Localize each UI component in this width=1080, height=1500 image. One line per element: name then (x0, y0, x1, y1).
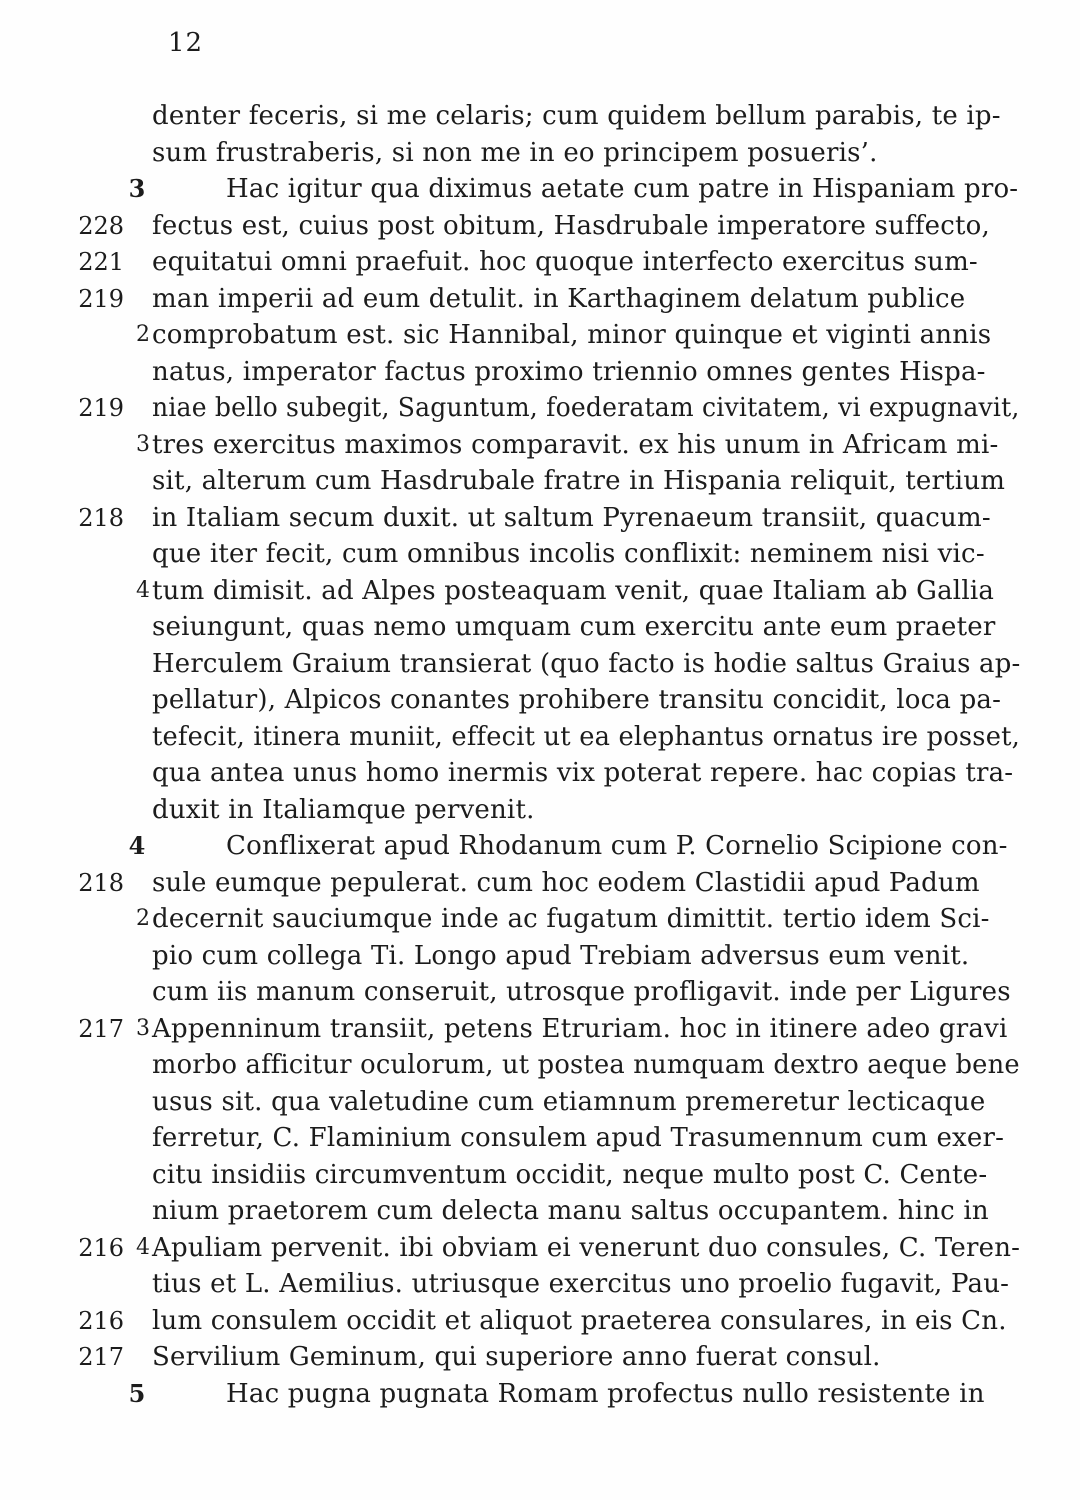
line-text: que iter fecit, cum omnibus incolis conflixit: neminem nisi vic- (152, 539, 985, 569)
text-line (0, 826, 1080, 866)
line-text: Servilium Geminum, qui superiore anno fuerat consul. (152, 1342, 881, 1372)
text-line (0, 352, 1080, 392)
line-text: morbo afficitur oculorum, ut postea numquam dextro aeque bene (152, 1050, 1020, 1080)
line-text: equitatui omni praefuit. hoc quoque interfecto exercitus sum- (152, 247, 978, 277)
text-line (0, 644, 1080, 684)
text-line (0, 242, 1080, 282)
year-marginal-note: 217 (78, 1014, 124, 1043)
text-line (0, 1082, 1080, 1122)
text-line (0, 571, 1080, 611)
line-text: cum iis manum conseruit, utrosque profligavit. inde per Ligures (152, 977, 1011, 1007)
line-text: citu insidiis circumventum occidit, neque multo post C. Cente- (152, 1159, 988, 1190)
section-number: 3 (136, 431, 150, 457)
line-text: Appenninum transiit, petens Etruriam. hoc in itinere adeo gravi (152, 1013, 1008, 1044)
line-text: nium praetorem cum delecta manu saltus occupantem. hinc in (152, 1196, 989, 1226)
text-line (0, 936, 1080, 976)
year-marginal-note: 218 (78, 868, 124, 897)
text-line (0, 279, 1080, 319)
text-line (0, 1228, 1080, 1268)
line-text: Herculem Graium transierat (quo facto is hodie saltus Graius ap- (152, 648, 1021, 679)
text-line (0, 680, 1080, 720)
text-line (0, 972, 1080, 1012)
text-line (0, 534, 1080, 574)
text-line (0, 169, 1080, 209)
section-number: 4 (136, 1234, 150, 1260)
page-number: 12 (168, 28, 204, 58)
line-text: usus sit. qua valetudine cum etiamnum premeretur lecticaque (152, 1086, 986, 1117)
text-line (0, 1009, 1080, 1049)
text-line (0, 315, 1080, 355)
text-line (0, 717, 1080, 757)
line-text: pellatur), Alpicos conantes prohibere transitu concidit, loca pa- (152, 685, 1002, 715)
text-line (0, 388, 1080, 428)
line-text: fectus est, cuius post obitum, Hasdrubale imperatore suffecto, (152, 210, 991, 241)
line-text: duxit in Italiamque pervenit. (152, 794, 535, 825)
section-number: 2 (136, 906, 150, 931)
line-text: sule eumque pepulerat. cum hoc eodem Clastidii apud Padum (152, 867, 980, 898)
line-text: seiungunt, quas nemo umquam cum exercitu ante eum praeter (152, 612, 996, 642)
line-text: qua antea unus homo inermis vix poterat repere. hac copias tra- (152, 758, 1014, 788)
text-line (0, 461, 1080, 501)
text-line (0, 753, 1080, 793)
line-text: decernit sauciumque inde ac fugatum dimittit. tertio idem Sci- (152, 904, 990, 934)
text-line (0, 863, 1080, 903)
line-text: Apuliam pervenit. ibi obviam ei venerunt duo consules, C. Teren- (152, 1232, 1021, 1263)
line-text: lum consulem occidit et aliquot praeterea consulares, in eis Cn. (152, 1305, 1007, 1336)
line-text: Hac pugna pugnata Romam profectus nullo resistente in (226, 1378, 985, 1409)
line-text: tum dimisit. ad Alpes posteaquam venit, quae Italiam ab Gallia (152, 575, 995, 606)
text-line (0, 206, 1080, 246)
text-line (0, 1264, 1080, 1304)
line-text: sum frustraberis, si non me in eo principem posueris’. (152, 137, 878, 168)
text-line (0, 96, 1080, 136)
text-line (0, 133, 1080, 173)
year-marginal-note: 219 (78, 284, 124, 313)
year-marginal-note: 228 (78, 211, 124, 240)
line-text: sit, alterum cum Hasdrubale fratre in Hispania reliquit, tertium (152, 466, 1006, 496)
chapter-number: 4 (128, 831, 146, 860)
line-text: pio cum collega Ti. Longo apud Trebiam adversus eum venit. (152, 940, 970, 971)
text-line (0, 1191, 1080, 1231)
line-text: Conflixerat apud Rhodanum cum P. Cornelio Scipione con- (226, 831, 1008, 861)
text-line (0, 498, 1080, 538)
year-marginal-note: 216 (78, 1306, 124, 1335)
text-line (0, 1118, 1080, 1158)
text-line (0, 1337, 1080, 1377)
text-line (0, 1301, 1080, 1341)
line-text: natus, imperator factus proximo triennio omnes gentes Hispa- (152, 356, 986, 387)
section-number: 2 (136, 322, 150, 347)
line-text: ferretur, C. Flaminium consulem apud Trasumennum cum exer- (152, 1123, 1005, 1153)
text-line (0, 607, 1080, 647)
line-text: tius et L. Aemilius. utriusque exercitus uno proelio fugavit, Pau- (152, 1269, 1010, 1299)
chapter-number: 5 (128, 1378, 146, 1408)
text-line (0, 899, 1080, 939)
text-line (0, 790, 1080, 830)
year-marginal-note: 221 (78, 248, 124, 276)
year-marginal-note: 217 (78, 1343, 124, 1371)
line-text: comprobatum est. sic Hannibal, minor quinque et viginti annis (152, 320, 992, 350)
line-text: Hac igitur qua diximus aetate cum patre in Hispaniam pro- (226, 174, 1019, 204)
line-text: niae bello subegit, Saguntum, foederatam civitatem, vi expugnavit, (152, 393, 1020, 423)
text-line (0, 1155, 1080, 1195)
line-text: tres exercitus maximos comparavit. ex his unum in Africam mi- (152, 429, 999, 460)
text-line (0, 1374, 1080, 1414)
year-marginal-note: 216 (78, 1233, 124, 1262)
chapter-number: 3 (128, 174, 146, 203)
text-line (0, 1045, 1080, 1085)
section-number: 4 (136, 577, 150, 603)
section-number: 3 (136, 1015, 150, 1041)
year-marginal-note: 218 (78, 503, 124, 532)
line-text: denter feceris, si me celaris; cum quidem bellum parabis, te ip- (152, 101, 1001, 131)
line-text: man imperii ad eum detulit. in Karthaginem delatum publice (152, 283, 966, 314)
line-text: in Italiam secum duxit. ut saltum Pyrenaeum transiit, quacum- (152, 502, 991, 533)
line-text: tefecit, itinera muniit, effecit ut ea elephantus ornatus ire posset, (152, 721, 1021, 752)
text-line (0, 425, 1080, 465)
year-marginal-note: 219 (78, 394, 124, 422)
